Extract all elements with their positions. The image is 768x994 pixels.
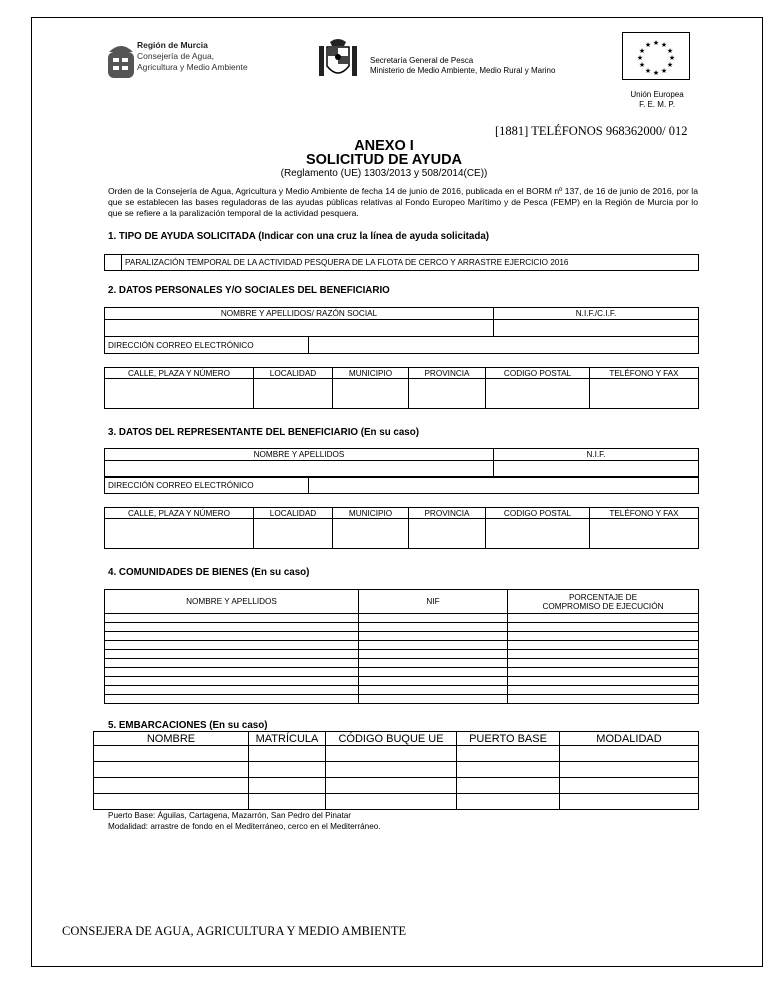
vessels-table xyxy=(93,731,699,810)
svg-text:★: ★ xyxy=(668,54,676,62)
rep-email-table xyxy=(104,476,699,494)
table-row xyxy=(105,632,699,641)
table-row xyxy=(94,778,699,794)
name-header: NOMBRE Y APELLIDOS/ RAZÓN SOCIAL xyxy=(105,308,494,320)
vessel-name-header: NOMBRE xyxy=(94,732,249,746)
beneficiary-nif-field[interactable] xyxy=(494,320,699,337)
beneficiary-table xyxy=(104,307,699,337)
percentage-header-line1: PORCENTAJE DE xyxy=(568,592,638,602)
address-header-phone: TELÉFONO Y FAX xyxy=(590,368,699,379)
svg-text:★: ★ xyxy=(638,61,646,69)
rep-nif-field[interactable] xyxy=(494,461,699,478)
beneficiary-address-table xyxy=(104,367,699,409)
community-name-header: NOMBRE Y APELLIDOS xyxy=(105,590,359,614)
murcia-logo-line3: Agricultura y Medio Ambiente xyxy=(137,62,248,72)
eu-line2: F. E. M. P. xyxy=(639,100,675,109)
vessel-registration-header: MATRÍCULA xyxy=(249,732,326,746)
rep-address-header-phone: TELÉFONO Y FAX xyxy=(590,508,699,519)
notes xyxy=(108,810,381,832)
address-header-postal: CODIGO POSTAL xyxy=(486,368,590,379)
table-row xyxy=(105,623,699,632)
rep-nif-header: N.I.F. xyxy=(494,449,699,461)
svg-text:★: ★ xyxy=(666,47,674,55)
table-row xyxy=(94,794,699,810)
ministry-text xyxy=(370,56,555,76)
representative-table xyxy=(104,448,699,478)
svg-text:★: ★ xyxy=(660,41,668,49)
svg-text:★: ★ xyxy=(644,67,652,75)
annex-title: ANEXO I xyxy=(354,138,414,154)
phone-line: [1881] TELÉFONOS 968362000/ 012 xyxy=(495,124,688,138)
rep-name-header: NOMBRE Y APELLIDOS xyxy=(105,449,494,461)
rep-email-field[interactable] xyxy=(309,477,699,494)
murcia-logo-line2: Consejería de Agua, xyxy=(137,51,215,61)
section-1-table xyxy=(104,254,699,271)
table-row xyxy=(105,614,699,623)
ministry-line2: Ministerio de Medio Ambiente, Medio Rural y Marino xyxy=(370,66,556,75)
rep-municipality-field[interactable] xyxy=(333,519,409,549)
table-row xyxy=(105,677,699,686)
email-label: DIRECCIÓN CORREO ELECTRÓNICO xyxy=(105,337,309,354)
rep-name-field[interactable] xyxy=(105,461,494,478)
murcia-logo-text xyxy=(137,40,248,73)
nif-header: N.I.F./C.I.F. xyxy=(494,308,699,320)
vessel-port-header: PUERTO BASE xyxy=(457,732,560,746)
municipality-field[interactable] xyxy=(333,379,409,409)
eu-stars-icon xyxy=(623,33,689,79)
svg-text:★: ★ xyxy=(652,69,660,77)
svg-text:★: ★ xyxy=(638,47,646,55)
rep-email-label: DIRECCIÓN CORREO ELECTRÓNICO xyxy=(105,477,309,494)
regulation-reference: (Reglamento (UE) 1303/2013 y 508/2014(CE)) xyxy=(280,168,488,179)
vessel-code-header: CÓDIGO BUQUE UE xyxy=(326,732,457,746)
table-row xyxy=(94,762,699,778)
eu-flag xyxy=(622,32,690,80)
community-nif-header: NIF xyxy=(359,590,508,614)
svg-text:★: ★ xyxy=(652,39,660,47)
rep-postal-field[interactable] xyxy=(486,519,590,549)
ministry-line1: Secretaría General de Pesca xyxy=(370,56,474,65)
rep-address-header-street: CALLE, PLAZA Y NÚMERO xyxy=(105,508,254,519)
rep-address-header-municipality: MUNICIPIO xyxy=(333,508,409,519)
document-title: SOLICITUD DE AYUDA xyxy=(305,152,463,168)
rep-locality-field[interactable] xyxy=(254,519,333,549)
spain-coat-of-arms-icon xyxy=(316,36,360,84)
svg-text:★: ★ xyxy=(644,41,652,49)
table-row xyxy=(105,659,699,668)
eu-caption xyxy=(620,90,694,110)
vessel-modality-header: MODALIDAD xyxy=(560,732,699,746)
table-row xyxy=(94,746,699,762)
postal-field[interactable] xyxy=(486,379,590,409)
address-header-locality: LOCALIDAD xyxy=(254,368,333,379)
rep-phone-field[interactable] xyxy=(590,519,699,549)
rep-address-table xyxy=(104,507,699,549)
phone-field[interactable] xyxy=(590,379,699,409)
intro-paragraph: Orden de la Consejería de Agua, Agricultura y Medio Ambiente de fecha 14 de junio de 2016, publicada en el BORM nº 137, de 16 de junio de 2016, por la que se establecen las bases reguladoras de las ayudas públicas relativas al Fondo Europeo Marítimo y de Pesca (FEMP) en la Región de Murcia por lo que se refiere a la paralización temporal de la actividad pesquera. xyxy=(108,186,698,218)
section-2-title: 2. DATOS PERSONALES Y/O SOCIALES DEL BENEFICIARIO xyxy=(108,285,390,296)
table-row xyxy=(105,686,699,695)
table-row xyxy=(105,668,699,677)
svg-text:★: ★ xyxy=(660,67,668,75)
footer: CONSEJERA DE AGUA, AGRICULTURA Y MEDIO AMBIENTE xyxy=(62,924,407,938)
table-row xyxy=(105,650,699,659)
beneficiary-name-field[interactable] xyxy=(105,320,494,337)
address-header-municipality: MUNICIPIO xyxy=(333,368,409,379)
eu-line1: Unión Europea xyxy=(630,90,684,99)
svg-text:★: ★ xyxy=(666,61,674,69)
locality-field[interactable] xyxy=(254,379,333,409)
murcia-logo-line1: Región de Murcia xyxy=(137,40,208,50)
modalidad-note: Modalidad: arrastre de fondo en el Mediterráneo, cerco en el Mediterráneo. xyxy=(108,822,381,831)
rep-address-header-locality: LOCALIDAD xyxy=(254,508,333,519)
community-percentage-header xyxy=(508,590,699,614)
aid-type-checkbox[interactable] xyxy=(105,255,122,271)
table-row xyxy=(105,695,699,704)
section-4-title: 4. COMUNIDADES DE BIENES (En su caso) xyxy=(108,567,310,578)
beneficiary-email-table xyxy=(104,336,699,354)
aid-type-option: PARALIZACIÓN TEMPORAL DE LA ACTIVIDAD PESQUERA DE LA FLOTA DE CERCO Y ARRASTRE EJERCICIO 2016 xyxy=(122,255,699,271)
section-5-title: 5. EMBARCACIONES (En su caso) xyxy=(108,720,268,731)
province-field[interactable] xyxy=(409,379,486,409)
rep-province-field[interactable] xyxy=(409,519,486,549)
rep-street-field[interactable] xyxy=(105,519,254,549)
puerto-base-note: Puerto Base: Águilas, Cartagena, Mazarrón, San Pedro del Pinatar xyxy=(108,811,352,820)
address-header-province: PROVINCIA xyxy=(409,368,486,379)
rep-address-header-province: PROVINCIA xyxy=(409,508,486,519)
section-3-title: 3. DATOS DEL REPRESENTANTE DEL BENEFICIARIO (En su caso) xyxy=(108,427,420,438)
section-1-title: 1. TIPO DE AYUDA SOLICITADA (Indicar con una cruz la línea de ayuda solicitada) xyxy=(108,231,490,242)
address-header-street: CALLE, PLAZA Y NÚMERO xyxy=(105,368,254,379)
percentage-header-line2: COMPROMISO DE EJECUCIÓN xyxy=(542,601,664,611)
table-row xyxy=(105,641,699,650)
beneficiary-email-field[interactable] xyxy=(309,337,699,354)
rep-address-header-postal: CODIGO POSTAL xyxy=(486,508,590,519)
communities-table xyxy=(104,589,699,704)
street-field[interactable] xyxy=(105,379,254,409)
svg-text:★: ★ xyxy=(636,54,644,62)
